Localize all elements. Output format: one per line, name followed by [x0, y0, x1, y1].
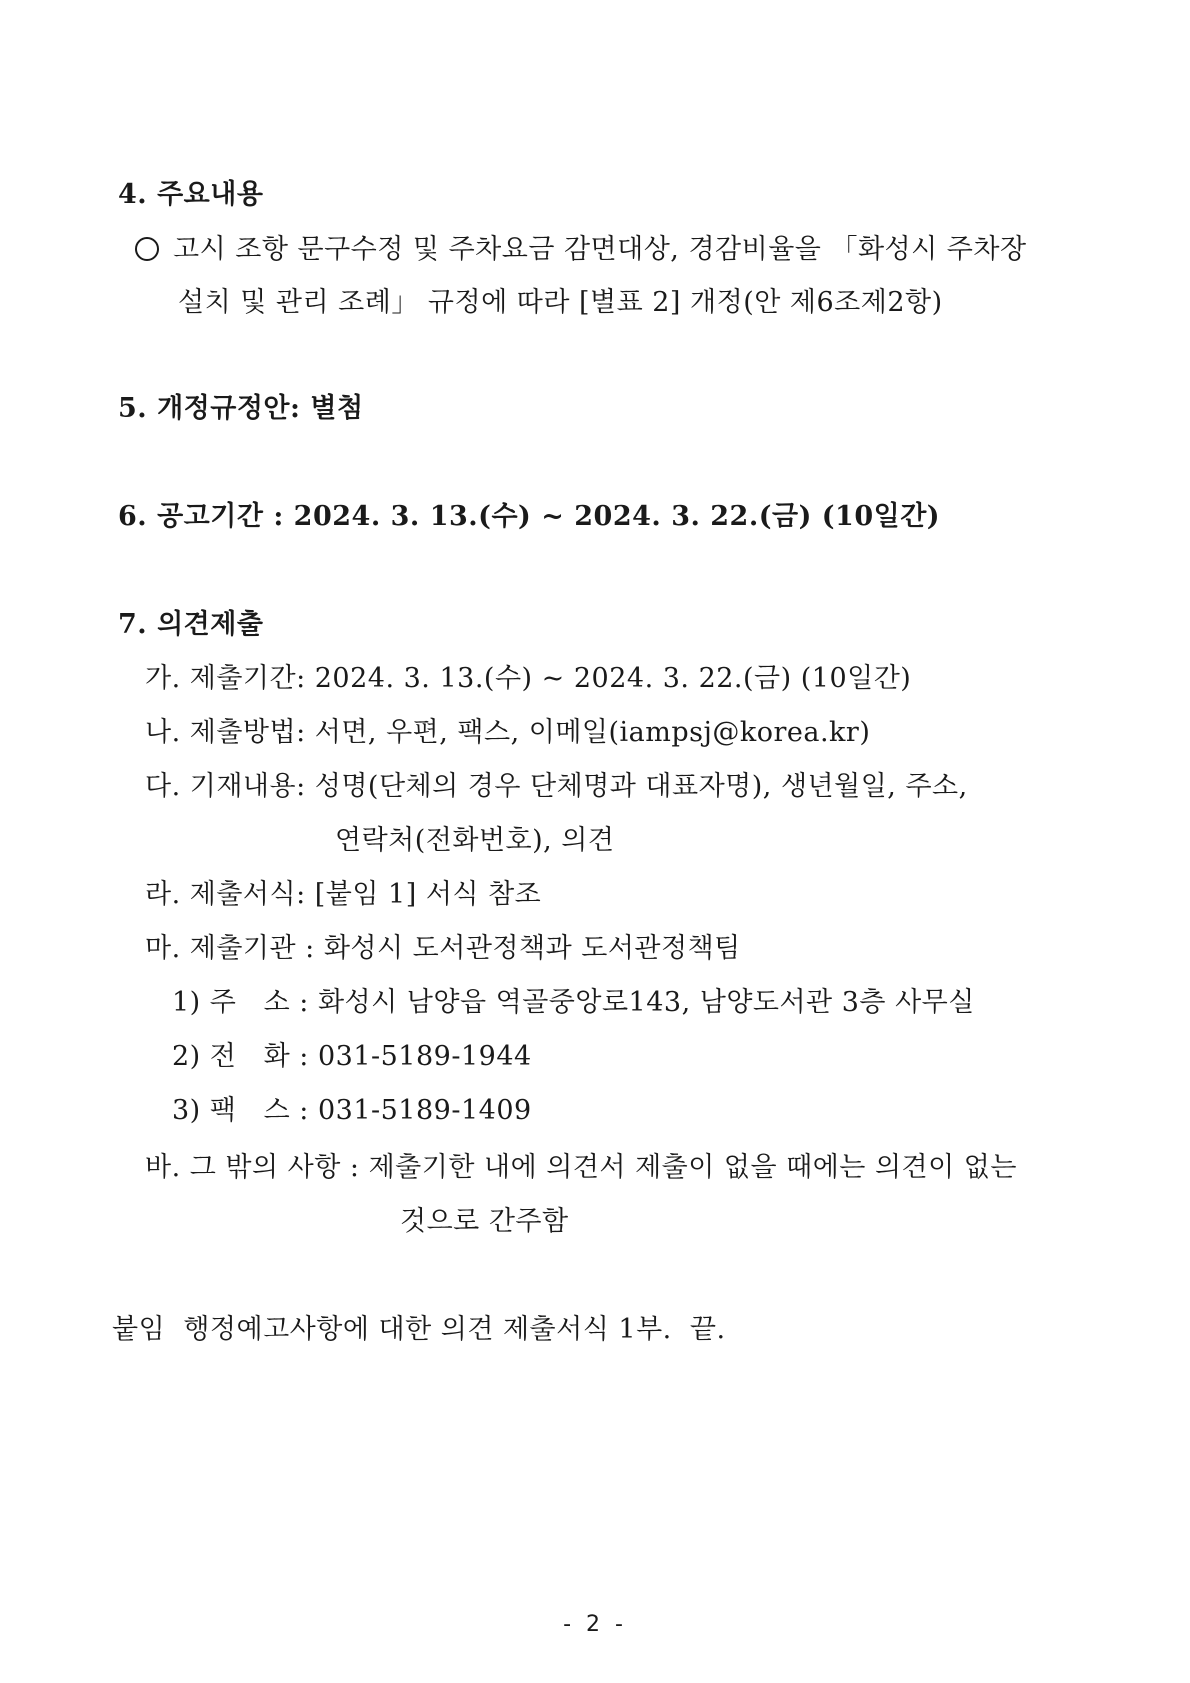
submission-method: 나. 제출방법: 서면, 우편, 팩스, 이메일(iampsj@korea.kr): [145, 717, 871, 748]
circle-bullet-icon: [135, 237, 159, 261]
submission-form: 라. 제출서식: [붙임 1] 서식 참조: [145, 879, 542, 910]
agency-phone: 2) 전 화 : 031-5189-1944: [172, 1041, 532, 1072]
submission-agency: 마. 제출기관 : 화성시 도서관정책과 도서관정책팀: [145, 933, 741, 964]
section-4-bullet-text-1: 고시 조항 문구수정 및 주차요금 감면대상, 경감비율을 「화성시 주차장: [173, 234, 1027, 265]
section-4-bullet-line1: [135, 233, 1085, 267]
section-4-heading: 4. 주요내용: [118, 179, 264, 210]
agency-fax: 3) 팩 스 : 031-5189-1409: [172, 1095, 532, 1126]
page-number: - 2 -: [563, 1612, 627, 1637]
entry-contents-line2: 연락처(전화번호), 의견: [335, 825, 615, 856]
submission-period: 가. 제출기간: 2024. 3. 13.(수) ~ 2024. 3. 22.(금) (10일간): [145, 663, 912, 694]
agency-address: 1) 주 소 : 화성시 남양읍 역골중앙로143, 남양도서관 3층 사무실: [172, 987, 975, 1018]
section-5-heading: 5. 개정규정안: 별첨: [118, 393, 364, 424]
attachment-note: 붙임 행정예고사항에 대한 의견 제출서식 1부. 끝.: [112, 1314, 726, 1345]
section-7-heading: 7. 의견제출: [118, 609, 264, 640]
section-6-heading: 6. 공고기간 : 2024. 3. 13.(수) ~ 2024. 3. 22.(금) (10일간): [118, 501, 941, 532]
other-matters-line2: 것으로 간주함: [400, 1206, 569, 1237]
other-matters-line1: 바. 그 밖의 사항 : 제출기한 내에 의견서 제출이 없을 때에는 의견이 없는: [145, 1152, 1017, 1183]
entry-contents-line1: 다. 기재내용: 성명(단체의 경우 단체명과 대표자명), 생년월일, 주소,: [145, 771, 968, 802]
section-4-bullet-line2: 설치 및 관리 조례」 규정에 따라 [별표 2] 개정(안 제6조제2항): [178, 287, 943, 318]
